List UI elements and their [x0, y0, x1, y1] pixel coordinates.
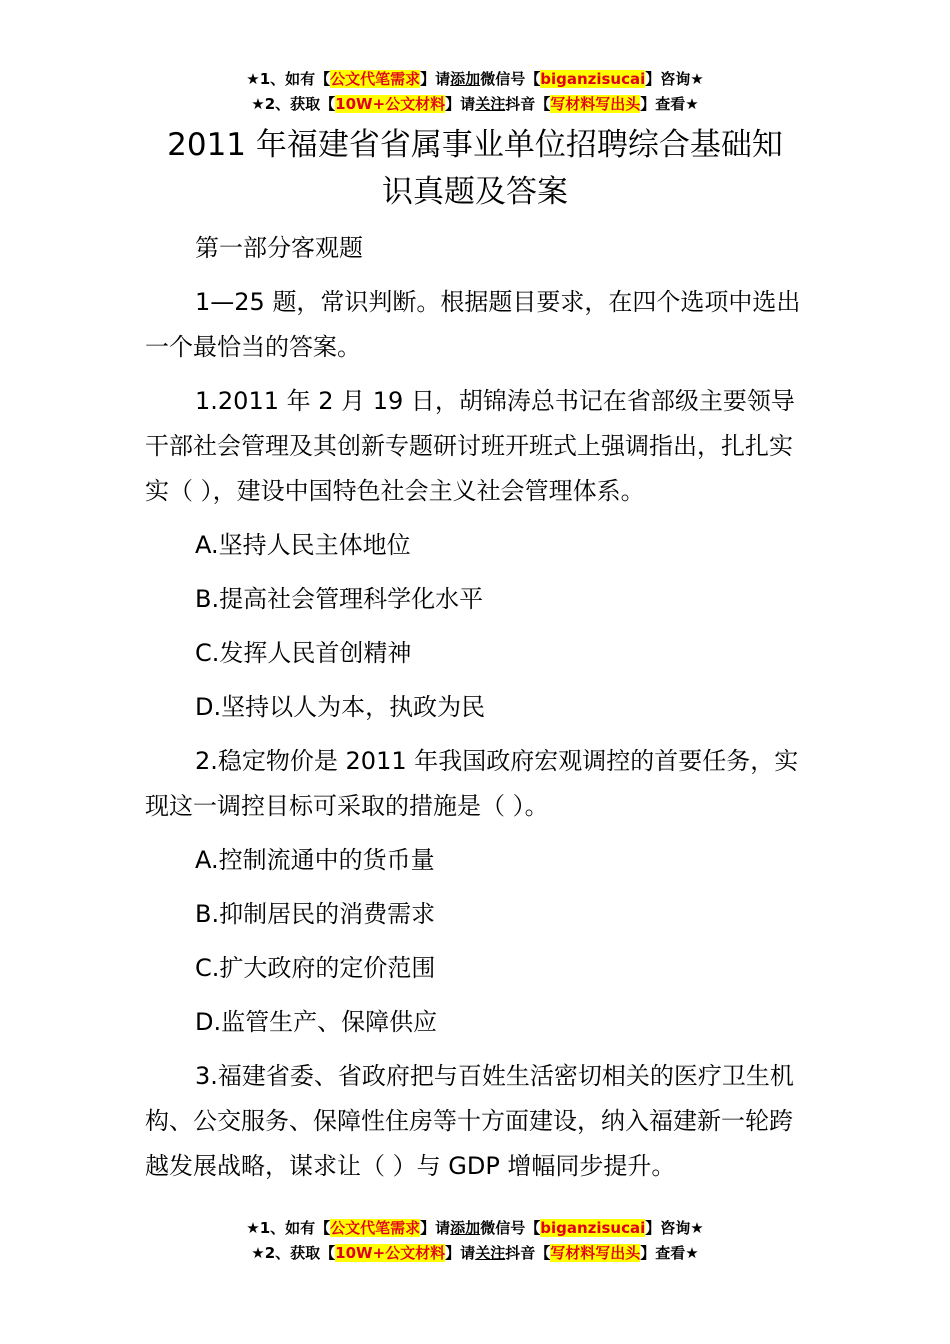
star-icon: ★: [246, 70, 260, 88]
instructions: 1—25 题，常识判断。根据题目要求，在四个选项中选出一个最恰当的答案。: [145, 288, 801, 361]
highlight-service: 公文代笔需求: [330, 1219, 421, 1237]
question-1-option-b: B.提高社会管理科学化水平: [195, 585, 484, 613]
star-icon: ★: [251, 1244, 265, 1262]
document-body: [145, 226, 807, 1198]
question-1-option-c: C.发挥人民首创精神: [195, 639, 412, 667]
star-icon: ★: [251, 95, 265, 113]
highlight-service: 公文代笔需求: [330, 70, 421, 88]
question-2-option-a: A.控制流通中的货币量: [195, 846, 435, 874]
star-icon: ★: [690, 70, 704, 88]
banner-line-2: ★2、获取【10W+公文材料】请关注抖音【写材料写出头】查看★: [251, 95, 699, 113]
document-title: [145, 122, 805, 216]
star-icon: ★: [246, 1219, 260, 1237]
question-2-option-b: B.抑制居民的消费需求: [195, 900, 436, 928]
highlight-materials: 10W+公文材料: [335, 95, 446, 113]
question-1-option-a: A.坚持人民主体地位: [195, 531, 411, 559]
question-2: 2.稳定物价是 2011 年我国政府宏观调控的首要任务，实现这一调控目标可采取的措施是（ ）。: [145, 747, 799, 820]
question-1: 1.2011 年 2 月 19 日，胡锦涛总书记在省部级主要领导干部社会管理及其创新专题研讨班开班式上强调指出，扎扎实实（ ），建设中国特色社会主义社会管理体系。: [145, 387, 795, 505]
question-1-option-d: D.坚持以人为本，执政为民: [195, 693, 486, 721]
title-line-2: 识真题及答案: [382, 174, 568, 210]
question-3: 3.福建省委、省政府把与百姓生活密切相关的医疗卫生机构、公交服务、保障性住房等十方面建设，纳入福建新一轮跨越发展战略，谋求让（ ）与 GDP 增幅同步提升。: [145, 1062, 794, 1180]
highlight-douyin-account: 写材料写出头: [550, 1244, 641, 1262]
banner-line-1: ★1、如有【公文代笔需求】请添加微信号【biganzisucai】咨询★: [246, 1219, 704, 1237]
star-icon: ★: [685, 1244, 699, 1262]
footer-banner: [0, 1216, 950, 1266]
question-2-option-c: C.扩大政府的定价范围: [195, 954, 436, 982]
header-banner: [0, 67, 950, 117]
section-heading: 第一部分客观题: [195, 234, 363, 262]
banner-line-1: ★1、如有【公文代笔需求】请添加微信号【biganzisucai】咨询★: [246, 70, 704, 88]
highlight-wechat-id: biganzisucai: [540, 1219, 646, 1237]
title-line-1: 2011 年福建省省属事业单位招聘综合基础知: [167, 127, 783, 163]
highlight-wechat-id: biganzisucai: [540, 70, 646, 88]
highlight-douyin-account: 写材料写出头: [550, 95, 641, 113]
highlight-materials: 10W+公文材料: [335, 1244, 446, 1262]
question-2-option-d: D.监管生产、保障供应: [195, 1008, 438, 1036]
banner-line-2: ★2、获取【10W+公文材料】请关注抖音【写材料写出头】查看★: [251, 1244, 699, 1262]
star-icon: ★: [690, 1219, 704, 1237]
star-icon: ★: [685, 95, 699, 113]
